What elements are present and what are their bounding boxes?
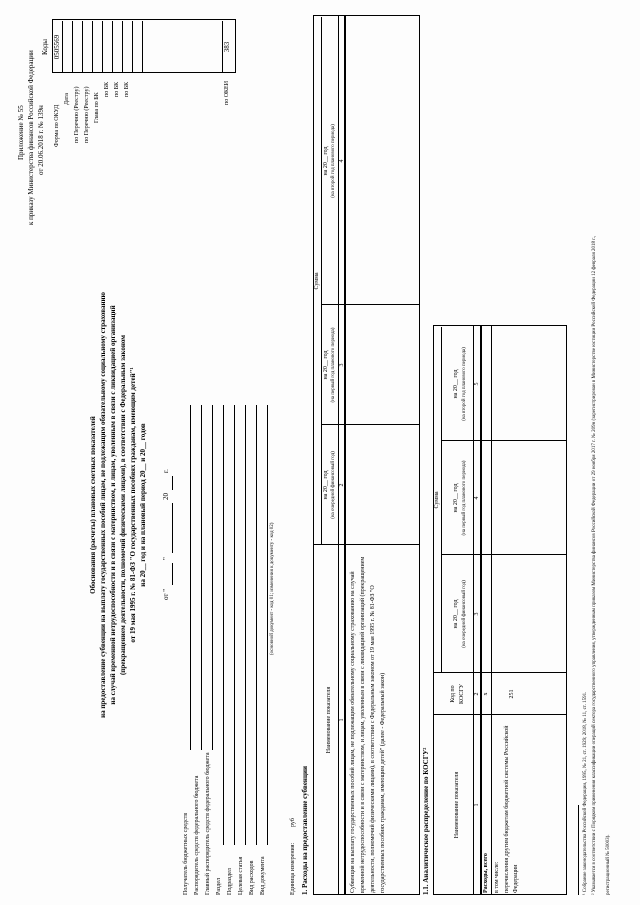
appendix-line-1: Приложение № 55 bbox=[17, 105, 25, 160]
s1-num-3: 3 bbox=[339, 363, 345, 367]
s1-num-4: 4 bbox=[339, 159, 345, 163]
label-okud: Форма по ОКУД bbox=[54, 104, 60, 147]
codes-box bbox=[52, 19, 236, 73]
appendix-line-3: от 20.06.2018 г. № 139н bbox=[37, 105, 45, 175]
label-target: Целевая статья bbox=[238, 856, 244, 895]
s11-including: в том числе: bbox=[494, 861, 500, 893]
title-line-4: (прекращением деятельности, полномочий физическими лицами), в соответствии с Федеральным законом bbox=[119, 334, 127, 676]
label-unit: Единица измерения: bbox=[290, 842, 296, 895]
date-year-line bbox=[172, 476, 173, 490]
section-1-1-title: 1.1. Аналитическое распределение по КОСГУ² bbox=[422, 747, 430, 895]
date-year: 20 bbox=[162, 493, 170, 500]
s11-col-y2-sub: (на первый год планового периода) bbox=[462, 460, 467, 536]
s11-total-code: x bbox=[483, 692, 489, 696]
form-code-value: 0505569 bbox=[53, 34, 61, 60]
s1-col-y1-sub: (на очередной финансовый год) bbox=[331, 451, 336, 519]
s1-col-y2-sub: (на первый год планового периода) bbox=[331, 327, 336, 403]
s1-num-2: 2 bbox=[339, 483, 345, 487]
s11-num-3: 3 bbox=[474, 612, 480, 616]
title-line-1: Обоснования (расчеты) плановых сметных показателей bbox=[89, 416, 97, 594]
footnote-2: ² Указывается в соответствии с Порядком применения классификации операций сектора государственного управления, утвержденным приказом Министерства финансов Российской Федерации от 29 ноября 2017 г. № 209н (зарегистрирован в Министерстве юстиции Российской Федерации 12 февраля 2018 г., bbox=[592, 235, 597, 895]
date-g: г. bbox=[162, 469, 170, 473]
label-chief: Главный распорядитель средств федерального бюджета bbox=[205, 752, 211, 895]
label-recipient: Получатель бюджетных средств bbox=[183, 812, 189, 895]
doctype-note: (основной документ - код 01; изменения к документу - код 02) bbox=[270, 522, 275, 655]
footnote-1: ¹ Собрание законодательства Российской Федерации, 1995, № 21, ст. 1929; 2018, № 11, ст. 1591. bbox=[583, 691, 588, 895]
label-doctype: Вид документа bbox=[260, 856, 266, 895]
label-bk-3: по БК bbox=[124, 81, 130, 97]
label-manager: Распорядитель средств федерального бюджета bbox=[194, 775, 200, 895]
label-subsection: Подраздел bbox=[227, 868, 233, 895]
s11-transfer-label: перечисления другим бюджетам бюджетной системы Российской Федерации bbox=[504, 725, 519, 893]
label-okei: по ОКЕИ bbox=[224, 80, 230, 105]
unit-value: руб bbox=[290, 818, 296, 827]
s11-total-label: Расходы, всего bbox=[483, 853, 489, 893]
label-expense: Вид расходов bbox=[249, 860, 255, 895]
label-perechen-1: по Перечню (Реестру) bbox=[74, 86, 80, 143]
s1-col-y3: на 20__ год bbox=[323, 146, 329, 176]
s11-num-5: 5 bbox=[474, 382, 480, 386]
s1-col-y1: на 20__ год bbox=[323, 470, 329, 500]
s11-num-1: 1 bbox=[474, 803, 480, 807]
section-1-title: 1. Расходы на предоставление субвенции bbox=[301, 765, 309, 895]
s11-num-2: 2 bbox=[474, 692, 480, 696]
title-line-6: на 20__ год и на плановый период 20__ и 20__ годов bbox=[139, 423, 147, 587]
s11-col-code: Код по КОСГУ bbox=[450, 684, 465, 704]
okei-code-value: 383 bbox=[223, 41, 231, 53]
date-label: Дата bbox=[64, 93, 70, 105]
s1-col-y3-sub: (на второй год планового периода) bbox=[331, 124, 336, 198]
title-line-3: на случай временной нетрудоспособности и в связи с материнством, и лицам, уволенным в связи с ликвидацией организаций bbox=[109, 305, 117, 705]
s1-row-text: Субвенция на выплату государственных пособий лицам, не подлежащим обязательному социальному страхованию на случай временной нетрудоспособности и в связи с материнством, и лицам, уволенным в связи с ликвидацией организаций (прекращением деятельности, полномочий физическими лицами), в соответствии с Федеральным законом от 19 мая 1995 г. № 81-ФЗ "О государственных пособиях гражданам, имеющим детей" (далее - Федеральный закон) bbox=[350, 556, 386, 893]
s1-col-name: Наименование показателя bbox=[326, 686, 332, 754]
s1-col-y2: на 20__ год bbox=[323, 350, 329, 380]
s1-num-1: 1 bbox=[339, 718, 345, 722]
appendix-line-2: к приказу Министерства финансов Российской Федерации bbox=[27, 50, 35, 225]
label-bk-1: по БК bbox=[104, 81, 110, 97]
date-day-line bbox=[172, 563, 173, 585]
s11-col-y3: на 20__ год bbox=[453, 369, 459, 399]
s1-col-sum: Сумма bbox=[314, 272, 320, 290]
s11-col-y1: на 20__ год bbox=[453, 599, 459, 629]
s11-col-y1-sub: (на очередной финансовый год) bbox=[462, 580, 467, 648]
footnote-separator bbox=[578, 805, 579, 895]
footnote-2-cont: регистрационный № 50003). bbox=[606, 834, 611, 895]
codes-header: Коды bbox=[41, 39, 49, 55]
s11-col-name: Наименование показателя bbox=[454, 771, 460, 839]
title-line-5: от 19 мая 1995 г. № 81-ФЗ "О государственных пособиях гражданам, имеющим детей"¹ bbox=[129, 367, 137, 643]
label-section: Раздел bbox=[216, 878, 222, 895]
s11-transfer-code: 251 bbox=[509, 689, 515, 699]
s11-col-y3-sub: (на второй год планового периода) bbox=[462, 347, 467, 421]
label-glava: Глава по БК bbox=[94, 92, 100, 123]
label-bk-2: по БК bbox=[114, 81, 120, 97]
s11-col-sum: Сумма bbox=[434, 491, 440, 509]
title-line-2: на предоставление субвенции на выплату государственных пособий лицам, не подлежащим обязательному социальному страхованию bbox=[99, 292, 107, 718]
date-quote: " bbox=[162, 557, 170, 560]
date-month-line bbox=[172, 503, 173, 553]
s11-col-y2: на 20__ год bbox=[453, 483, 459, 513]
s11-num-4: 4 bbox=[474, 496, 480, 500]
label-perechen-2: по Перечню (Реестру) bbox=[84, 86, 90, 143]
date-from: от " bbox=[162, 588, 170, 600]
